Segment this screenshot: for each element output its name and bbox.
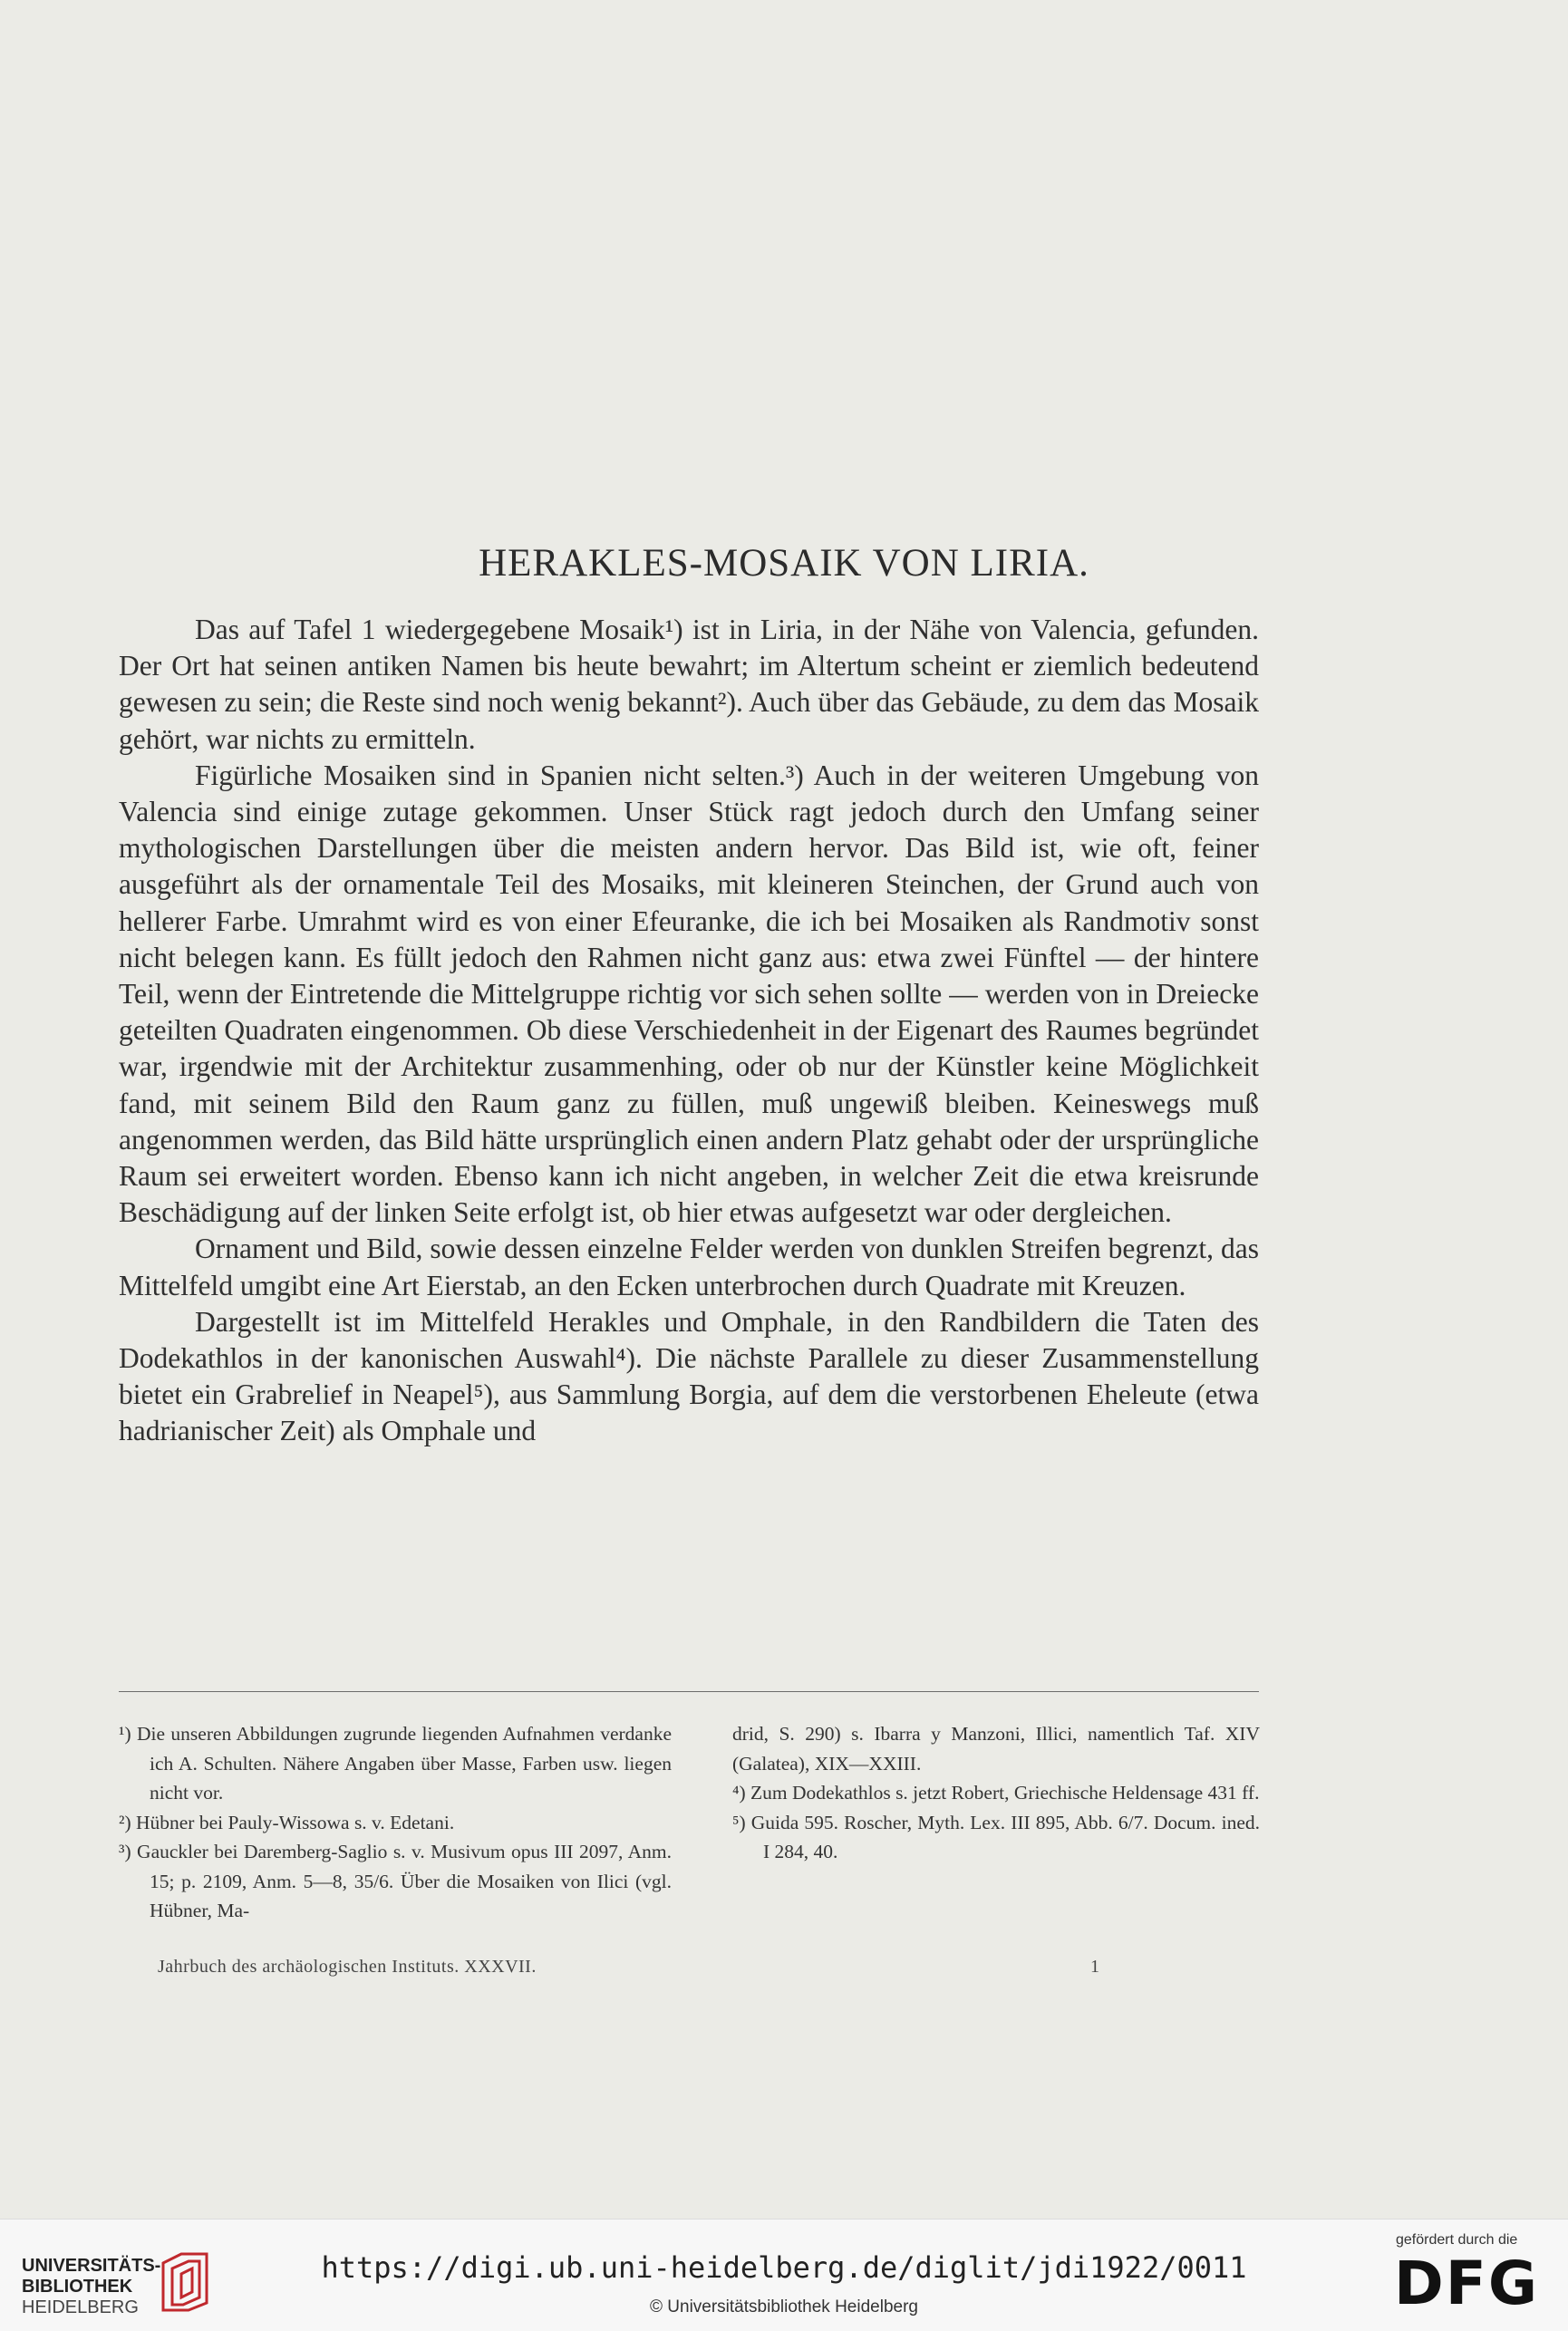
library-name-line1: UNIVERSITÄTS- <box>22 2256 161 2276</box>
article-title: HERAKLES-MOSAIK VON LIRIA. <box>479 542 1089 585</box>
article-body <box>119 612 1259 1450</box>
paragraph-3: Ornament und Bild, sowie dessen einzelne Felder werden von dunklen Streifen begrenzt, das Mittelfeld umgibt eine Art Eierstab, an den Ecken unterbrochen durch Quadrate mit Kreuzen. <box>119 1233 1259 1301</box>
footnote-2: ²) Hübner bei Pauly-Wissowa s. v. Edetani. <box>119 1811 455 1833</box>
permalink-url[interactable]: https://digi.ub.uni-heidelberg.de/diglit/jdi1922/0011 <box>321 2250 1247 2285</box>
footnote-4: ⁴) Zum Dodekathlos s. jetzt Robert, Griechische Heldensage 431 ff. <box>732 1782 1260 1804</box>
paragraph-4: Dargestellt ist im Mittelfeld Herakles und Omphale, in den Randbildern die Taten des Dodekathlos in der kanonischen Auswahl⁴). Die nächste Parallele zu dieser Zusammenstellung bietet ein Grabrelief in Neapel⁵), aus Sammlung Borgia, auf dem die verstorbenen Eheleute (etwa hadrianischer Zeit) als Omphale und <box>119 1305 1259 1447</box>
footnote-3-continued: drid, S. 290) s. Ibarra y Manzoni, Illici, namentlich Taf. XIV (Galatea), XIX—XXIII. <box>732 1723 1260 1775</box>
footnote-5: ⁵) Guida 595. Roscher, Myth. Lex. III 895, Abb. 6/7. Docum. ined. I 284, 40. <box>732 1811 1260 1862</box>
library-name-line3: HEIDELBERG <box>22 2297 139 2317</box>
dfg-logo[interactable]: DFG <box>1394 2249 1540 2318</box>
footnotes-left-column <box>119 1719 672 1926</box>
footnote-1: ¹) Die unseren Abbildungen zugrunde liegenden Aufnahmen verdanke ich A. Schulten. Nähere Angaben über Masse, Farben usw. liegen nicht vor. <box>119 1723 672 1804</box>
paragraph-1: Das auf Tafel 1 wiedergegebene Mosaik¹) ist in Liria, in der Nähe von Valencia, gefunden. Der Ort hat seinen antiken Namen bis heute bewahrt; im Altertum scheint er ziemlich bedeutend gewesen zu sein; die Reste sind noch wenig bekannt²). Auch über das Gebäude, zu dem das Mosaik gehört, war nichts zu ermitteln. <box>119 614 1259 755</box>
viewer-footer <box>0 2219 1568 2331</box>
footnote-3: ³) Gauckler bei Daremberg-Saglio s. v. Musivum opus III 2097, Anm. 15; p. 2109, Anm. 5—8, 35/6. Über die Mosaiken von Ilici (vgl. Hübner, Ma- <box>119 1841 672 1921</box>
running-head: Jahrbuch des archäologischen Instituts. XXXVII. <box>158 1957 537 1977</box>
footnote-divider <box>119 1691 1259 1692</box>
library-name-line2: BIBLIOTHEK <box>22 2277 133 2297</box>
paragraph-2: Figürliche Mosaiken sind in Spanien nicht selten.³) Auch in der weiteren Umgebung von Valencia sind einige zutage gekommen. Unser Stück ragt jedoch durch den Umfang seiner mythologischen Darstellungen über die meisten andern hervor. Das Bild ist, wie oft, feiner ausgeführt als der ornamentale Teil des Mosaiks, mit kleineren Steinchen, der Grund auch von hellerer Farbe. Umrahmt wird es von einer Efeuranke, die ich bei Mosaiken als Randmotiv sonst nicht belegen kann. Es füllt jedoch den Rahmen nicht ganz aus: etwa zwei Fünftel — der hintere Teil, wenn der Eintretende die Mittelgruppe richtig vor sich sehen sollte — werden von in Dreiecke geteilten Quadraten eingenommen. Ob diese Verschiedenheit in der Eigenart des Raumes begründet war, irgendwie mit der Architektur zusammenhing, oder ob nur der Künstler keine Möglichkeit fand, mit seinem Bild den Raum ganz zu füllen, muß ungewiß bleiben. Keineswegs muß angenommen werden, das Bild hätte ursprünglich einen andern Platz gehabt oder der ursprüngliche Raum sei erweitert worden. Ebenso kann ich nicht angeben, in welcher Zeit die etwa kreisrunde Beschädigung auf der linken Seite erfolgt ist, ob hier etwas aufgesetzt war oder dergleichen. <box>119 759 1259 1229</box>
copyright-notice: © Universitätsbibliothek Heidelberg <box>650 2297 918 2316</box>
page-number: 1 <box>1090 1957 1099 1977</box>
funding-caption: gefördert durch die <box>1396 2232 1518 2248</box>
footnotes-right-column <box>732 1719 1260 1867</box>
